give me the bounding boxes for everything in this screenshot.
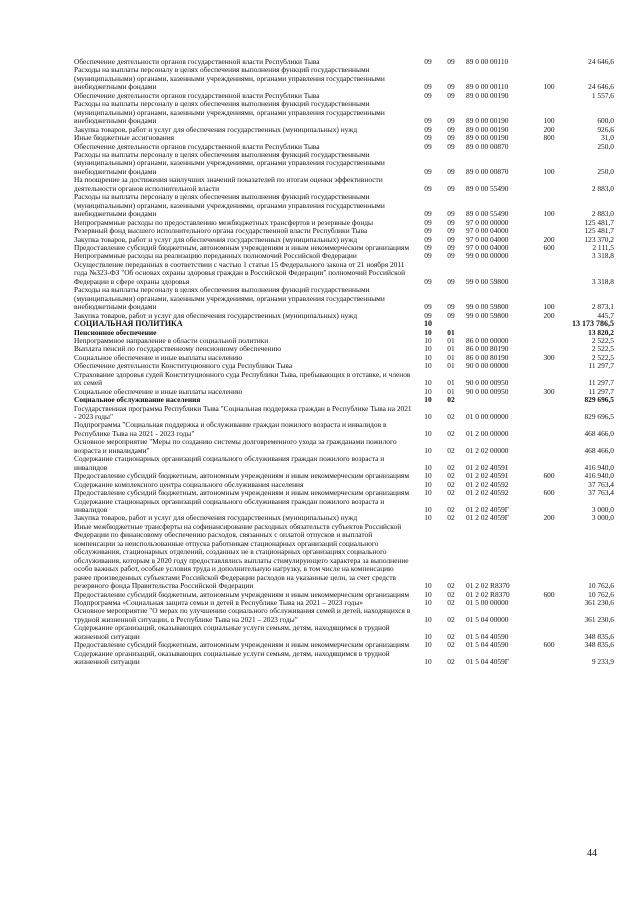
table-row [74,650,614,667]
cell-rz: 10 [424,386,432,396]
cell-name: Непрограммные расходы на реализацию переданных полномочий Российской Федерации [74,251,357,261]
cell-pr: 02 [447,581,455,591]
cell-sum: 123 370,2 [584,234,614,244]
table-row [74,438,614,455]
cell-rz: 10 [424,319,432,329]
table-row [74,607,614,624]
cell-rz: 10 [424,335,432,345]
cell-cs: 89 0 00 00110 [466,57,509,66]
cell-sum: 2 522,5 [591,344,614,354]
cell-rz: 10 [424,581,432,591]
cell-pr: 09 [447,141,455,151]
cell-cs: 01 2 02 00000 [466,445,509,455]
cell-pr: 09 [447,217,455,227]
cell-sum: 31,0 [601,133,614,143]
cell-vr: 800 [543,133,555,143]
cell-sum: 2 883,0 [591,209,614,219]
cell-pr: 02 [447,513,455,523]
cell-cs: 90 0 00 00950 [466,378,509,388]
cell-pr: 09 [447,251,455,261]
cell-sum: 468 466,0 [584,428,614,438]
cell-pr: 09 [447,90,455,100]
cell-rz: 09 [424,57,432,66]
cell-rz: 10 [424,505,432,515]
cell-sum: 3 000,0 [591,505,614,515]
cell-pr: 02 [447,471,455,481]
cell-pr: 02 [447,428,455,438]
cell-cs: 01 5 04 40590 [466,640,509,650]
table-row [74,421,614,438]
cell-pr: 09 [447,57,455,66]
cell-pr: 01 [447,352,455,362]
cell-rz: 10 [424,589,432,599]
cell-cs: 89 0 00 55490 [466,183,509,193]
cell-sum: 37 763,4 [588,479,614,489]
cell-name: Обеспечение деятельности органов государственной власти Республики Тыва [74,57,320,66]
cell-sum: 468 466,0 [584,445,614,455]
cell-vr: 200 [543,310,555,320]
cell-pr: 09 [447,124,455,134]
page-number: 44 [587,848,597,859]
cell-rz: 10 [424,640,432,650]
cell-cs: 01 2 02 4059Г [466,513,510,523]
cell-pr: 09 [447,276,455,286]
cell-name: Обеспечение деятельности органов государственной власти Республики Тыва [74,90,320,100]
cell-pr: 02 [447,445,455,455]
cell-pr: 09 [447,242,455,252]
table-row [74,498,614,515]
table-row [74,455,614,472]
table-row [74,286,614,311]
cell-rz: 09 [424,166,432,176]
cell-cs: 89 0 00 00190 [466,133,509,143]
cell-name: Закупка товаров, работ и услуг для обеспечения государственных (муниципальных) нужд [74,234,358,244]
cell-sum: 3 318,8 [591,276,614,286]
cell-cs: 97 0 00 04000 [466,242,509,252]
cell-name: Закупка товаров, работ и услуг для обеспечения государственных (муниципальных) нужд [74,513,358,523]
cell-cs: 01 5 04 4059Г [466,657,510,667]
cell-pr: 09 [447,166,455,176]
cell-sum: 445,7 [597,310,614,320]
cell-rz: 10 [424,344,432,354]
cell-pr: 01 [447,327,455,337]
cell-name: Социальное обеспечение и иные выплаты населению [74,386,243,396]
cell-sum: 361 230,6 [584,598,614,607]
cell-name: Содержание стационарных организаций социального обслуживания граждан пожилого возраста и инвалидов [74,454,385,472]
cell-sum: 11 297,7 [588,378,614,388]
cell-cs: 89 0 00 55490 [466,209,509,219]
cell-rz: 10 [424,471,432,481]
cell-cs: 01 2 02 R8370 [466,581,510,591]
cell-cs: 86 0 00 80190 [466,344,509,354]
cell-pr: 02 [447,614,455,624]
cell-pr: 02 [447,462,455,472]
cell-pr: 09 [447,82,455,92]
cell-sum: 24 646,6 [588,57,614,66]
cell-pr: 09 [447,116,455,126]
cell-sum: 829 696,5 [584,412,614,422]
cell-pr: 02 [447,505,455,515]
cell-rz: 09 [424,90,432,100]
cell-sum: 1 557,6 [591,90,614,100]
cell-cs: 01 0 00 00000 [466,412,509,422]
cell-rz: 09 [424,251,432,261]
cell-rz: 10 [424,352,432,362]
cell-rz: 09 [424,209,432,219]
cell-sum: 250,0 [597,166,614,176]
cell-rz: 09 [424,82,432,92]
cell-rz: 09 [424,302,432,312]
cell-vr: 300 [543,352,555,362]
cell-pr: 09 [447,234,455,244]
table-row [74,66,614,91]
cell-pr: 02 [447,395,455,405]
cell-cs: 99 0 00 59800 [466,276,509,286]
cell-name: Расходы на выплаты персоналу в целях обеспечения выполнения функций государственными (муниципальными) органами, казенными учреждениями, органами управления государственными внебюджетными фондами [74,99,385,126]
table-row [74,100,614,125]
cell-sum: 125 481,7 [584,217,614,227]
cell-name: Осуществление переданных в соответствии с частью 1 статьи 15 Федерального закона от 21 ноября 2011 года №323-ФЗ "Об основах охраны здоровья граждан в Российской Федерации" полномочий Российской Федерации в сфере охраны здоровья [74,259,406,286]
cell-sum: 11 297,7 [588,386,614,396]
cell-rz: 09 [424,133,432,143]
table-row [74,405,614,422]
cell-cs: 89 0 00 00870 [466,141,509,151]
cell-name: Содержание комплексного центра социального обслуживания населения [74,479,304,489]
cell-vr: 200 [543,234,555,244]
table-row [74,151,614,176]
cell-name: Расходы на выплаты персоналу в целях обеспечения выполнения функций государственными (муниципальными) органами, казенными учреждениями, органами управления государственными внебюджетными фондами [74,192,385,219]
cell-name: Предоставление субсидий бюджетным, автономным учреждениям и иным некоммерческим организациям [74,242,410,252]
cell-name: Закупка товаров, работ и услуг для обеспечения государственных (муниципальных) нужд [74,310,358,320]
cell-name: Закупка товаров, работ и услуг для обеспечения государственных (муниципальных) нужд [74,124,358,134]
cell-vr: 200 [543,124,555,134]
cell-vr: 600 [543,471,555,481]
cell-rz: 09 [424,276,432,286]
cell-cs: 90 0 00 00000 [466,361,509,371]
cell-cs: 89 0 00 00110 [466,82,509,92]
cell-name: Расходы на выплаты персоналу в целях обеспечения выполнения функций государственными (муниципальными) органами, казенными учреждениями, органами управления государственными внебюджетными фондами [74,149,385,176]
cell-rz: 10 [424,395,432,405]
cell-name: Непрограммные расходы по предоставлению межбюджетных трансфертов и резервные фонды [74,217,374,227]
table-row [74,176,614,193]
cell-rz: 09 [424,116,432,126]
cell-rz: 10 [424,445,432,455]
table-row [74,261,614,286]
cell-vr: 600 [543,640,555,650]
cell-rz: 10 [424,513,432,523]
cell-pr: 09 [447,133,455,143]
cell-cs: 01 5 00 00000 [466,598,509,607]
cell-name: Основное мероприятие "О мерах по улучшению социального обслуживания семей и детей, находящихся в трудной жизненной ситуации, в Республике Тыва на 2021 – 2023 годы" [74,606,411,624]
cell-pr: 01 [447,335,455,345]
cell-name: Содержание организаций, оказывающих социальные услуги семьям, детям, находящимся в трудной жизненной ситуации [74,648,390,667]
cell-rz: 10 [424,631,432,641]
cell-pr: 01 [447,378,455,388]
cell-name: Содержание стационарных организаций социального обслуживания граждан пожилого возраста и инвалидов [74,496,385,515]
cell-name: Предоставление субсидий бюджетным, автономным учреждениям и иным некоммерческим организациям [74,589,410,599]
cell-cs: 97 0 00 00000 [466,217,509,227]
cell-sum: 24 646,6 [588,82,614,92]
cell-vr: 200 [543,513,555,523]
cell-name: Содержание организаций, оказывающих социальные услуги семьям, детям, находящимся в трудной жизненной ситуации [74,623,390,641]
cell-rz: 09 [424,124,432,134]
table-row [74,371,614,388]
cell-pr: 09 [447,209,455,219]
cell-sum: 926,6 [597,124,614,134]
cell-cs: 97 0 00 04000 [466,226,509,236]
cell-cs: 99 0 00 59800 [466,310,509,320]
cell-pr: 02 [447,412,455,422]
cell-rz: 09 [424,141,432,151]
table-row [74,193,614,218]
cell-name: Обеспечение деятельности органов государственной власти Республики Тыва [74,141,320,151]
cell-name: Выплата пенсий по государственному пенсионному обеспечению [74,344,281,354]
cell-pr: 02 [447,657,455,667]
cell-sum: 361 230,6 [584,614,614,624]
cell-sum: 10 762,6 [588,589,614,599]
cell-cs: 86 0 00 00000 [466,335,509,345]
cell-pr: 01 [447,344,455,354]
cell-pr: 09 [447,310,455,320]
cell-sum: 3 000,0 [591,513,614,523]
table-row [74,523,614,591]
cell-name: Иные межбюджетные трансферты на софинансирование расходных обязательств субъектов Российской Федерации по финансовому обеспечению расходов, связанных с оплатой отпусков и выплатой компенсации за неиспользованные отпуска работникам стационарных организаций социального обслуживания, стационарных отделений, созданных не в стационарных организациях социального обслуживания, которым в 2020 году предоставлялись выплаты стимулирующего характера за выполнение особо важных работ, особые условия труда и дополнительную нагрузку, в том числе на компенсацию ранее произведенных субъектами Российской Федерации расходов на указанные цели, за счет средств резервного фонда Правительства Российской Федерации [74,521,409,591]
cell-sum: 250,0 [597,141,614,151]
cell-name: Расходы на выплаты персоналу в целях обеспечения выполнения функций государственными (муниципальными) органами, казенными учреждениями, органами управления государственными внебюджетными фондами [74,65,385,92]
cell-cs: 01 2 02 40592 [466,479,509,489]
cell-sum: 2 111,5 [592,242,614,252]
cell-pr: 01 [447,361,455,371]
cell-cs: 86 0 00 80190 [466,352,509,362]
cell-pr: 01 [447,386,455,396]
cell-name: Предоставление субсидий бюджетным, автономным учреждениям и иным некоммерческим организациям [74,471,410,481]
cell-name: Социальное обеспечение и иные выплаты населению [74,352,243,362]
cell-cs: 01 2 02 40591 [466,462,509,472]
cell-sum: 600,0 [597,116,614,126]
cell-name: Подпрограмма "Социальная поддержка и обслуживание граждан пожилого возраста и инвалидов в Республике Тыва на 2021 - 2023 годы" [74,420,387,438]
cell-rz: 10 [424,479,432,489]
cell-sum: 416 940,0 [584,462,614,472]
cell-pr: 02 [447,479,455,489]
cell-cs: 01 2 02 R8370 [466,589,510,599]
cell-sum: 2 873,1 [591,302,614,312]
cell-cs: 99 0 00 00000 [466,251,509,261]
cell-cs: 89 0 00 00190 [466,90,509,100]
cell-sum: 348 835,6 [584,640,614,650]
cell-cs: 01 2 02 4059Г [466,505,510,515]
cell-rz: 10 [424,378,432,388]
cell-cs: 89 0 00 00190 [466,116,509,126]
cell-vr: 600 [543,488,555,498]
cell-sum: 10 762,6 [588,581,614,591]
cell-name: Социальное обслуживание населения [74,395,201,405]
cell-sum: 829 696,5 [584,395,614,405]
cell-name: Подпрограмма «Социальная защита семьи и детей в Республике Тыва на 2021 – 2023 годы» [74,598,364,607]
cell-rz: 10 [424,598,432,607]
cell-cs: 01 2 02 40591 [466,471,509,481]
cell-name: Пенсионное обеспечение [74,327,157,337]
cell-name: Расходы на выплаты персоналу в целях обеспечения выполнения функций государственными (муниципальными) органами, казенными учреждениями, органами управления государственными внебюджетными фондами [74,285,385,312]
cell-vr: 100 [543,116,555,126]
cell-sum: 348 835,6 [584,631,614,641]
cell-rz: 10 [424,428,432,438]
cell-name: На поощрение за достижения наилучших значений показателей по итогам оценки эффективности деятельности органов исполнительной власти [74,175,383,193]
cell-rz: 09 [424,234,432,244]
cell-vr: 100 [543,302,555,312]
cell-cs: 99 0 00 59800 [466,302,509,312]
cell-pr: 02 [447,589,455,599]
cell-rz: 09 [424,217,432,227]
cell-rz: 10 [424,412,432,422]
cell-pr: 02 [447,488,455,498]
cell-vr: 300 [543,386,555,396]
cell-sum: 2 522,5 [591,352,614,362]
cell-pr: 02 [447,598,455,607]
cell-rz: 10 [424,657,432,667]
cell-pr: 09 [447,183,455,193]
cell-rz: 10 [424,614,432,624]
cell-sum: 416 940,0 [584,471,614,481]
cell-rz: 09 [424,242,432,252]
cell-pr: 02 [447,640,455,650]
cell-cs: 01 2 00 00000 [466,428,509,438]
cell-pr: 09 [447,302,455,312]
cell-sum: 9 233,9 [591,657,614,667]
cell-vr: 100 [543,166,555,176]
cell-vr: 600 [543,242,555,252]
cell-rz: 10 [424,361,432,371]
cell-sum: 2 883,0 [591,183,614,193]
cell-pr: 02 [447,631,455,641]
cell-cs: 01 5 04 40590 [466,631,509,641]
cell-sum: 37 763,4 [588,488,614,498]
cell-cs: 89 0 00 00870 [466,166,509,176]
cell-vr: 600 [543,589,555,599]
cell-sum: 125 481,7 [584,226,614,236]
cell-vr: 100 [543,82,555,92]
cell-name: Резервный фонд высшего исполнительного органа государственной власти Республики Тыва [74,226,368,236]
cell-cs: 90 0 00 00950 [466,386,509,396]
cell-cs: 01 2 02 40592 [466,488,509,498]
cell-sum: 13 820,2 [588,327,614,337]
cell-name: Предоставление субсидий бюджетным, автономным учреждениям и иным некоммерческим организациям [74,640,410,650]
cell-rz: 09 [424,310,432,320]
table-row [74,624,614,641]
cell-name: Предоставление субсидий бюджетным, автономным учреждениям и иным некоммерческим организациям [74,488,410,498]
cell-rz: 09 [424,226,432,236]
cell-cs: 01 5 04 00000 [466,614,509,624]
cell-name: Основное мероприятие "Меры по созданию системы долговременного ухода за гражданами пожилого возраста и инвалидами" [74,437,397,455]
cell-vr: 100 [543,209,555,219]
budget-table [74,58,614,667]
cell-name: Обеспечение деятельности Конституционного суда Республики Тыва [74,361,293,371]
cell-cs: 97 0 00 04000 [466,234,509,244]
cell-sum: 13 173 786,5 [572,319,614,329]
cell-rz: 10 [424,488,432,498]
cell-sum: 3 318,8 [591,251,614,261]
cell-rz: 10 [424,462,432,472]
cell-name: Государственная программа Республики Тыва "Социальная поддержка граждан в Республике Тыва на 2021 - 2023 годы" [74,403,412,422]
cell-pr: 09 [447,226,455,236]
cell-rz: 09 [424,183,432,193]
cell-cs: 89 0 00 00190 [466,124,509,134]
cell-sum: 2 522,5 [591,335,614,345]
cell-sum: 11 297,7 [588,361,614,371]
cell-name: Страхование здоровья судей Конституционного суда Республики Тыва, пребывающих в отставке, и членов их семей [74,369,411,388]
cell-name: СОЦИАЛЬНАЯ ПОЛИТИКА [74,319,183,329]
cell-rz: 10 [424,327,432,337]
cell-name: Непрограммное направление в области социальной политики [74,335,269,345]
cell-name: Иные бюджетные ассигнования [74,133,175,143]
